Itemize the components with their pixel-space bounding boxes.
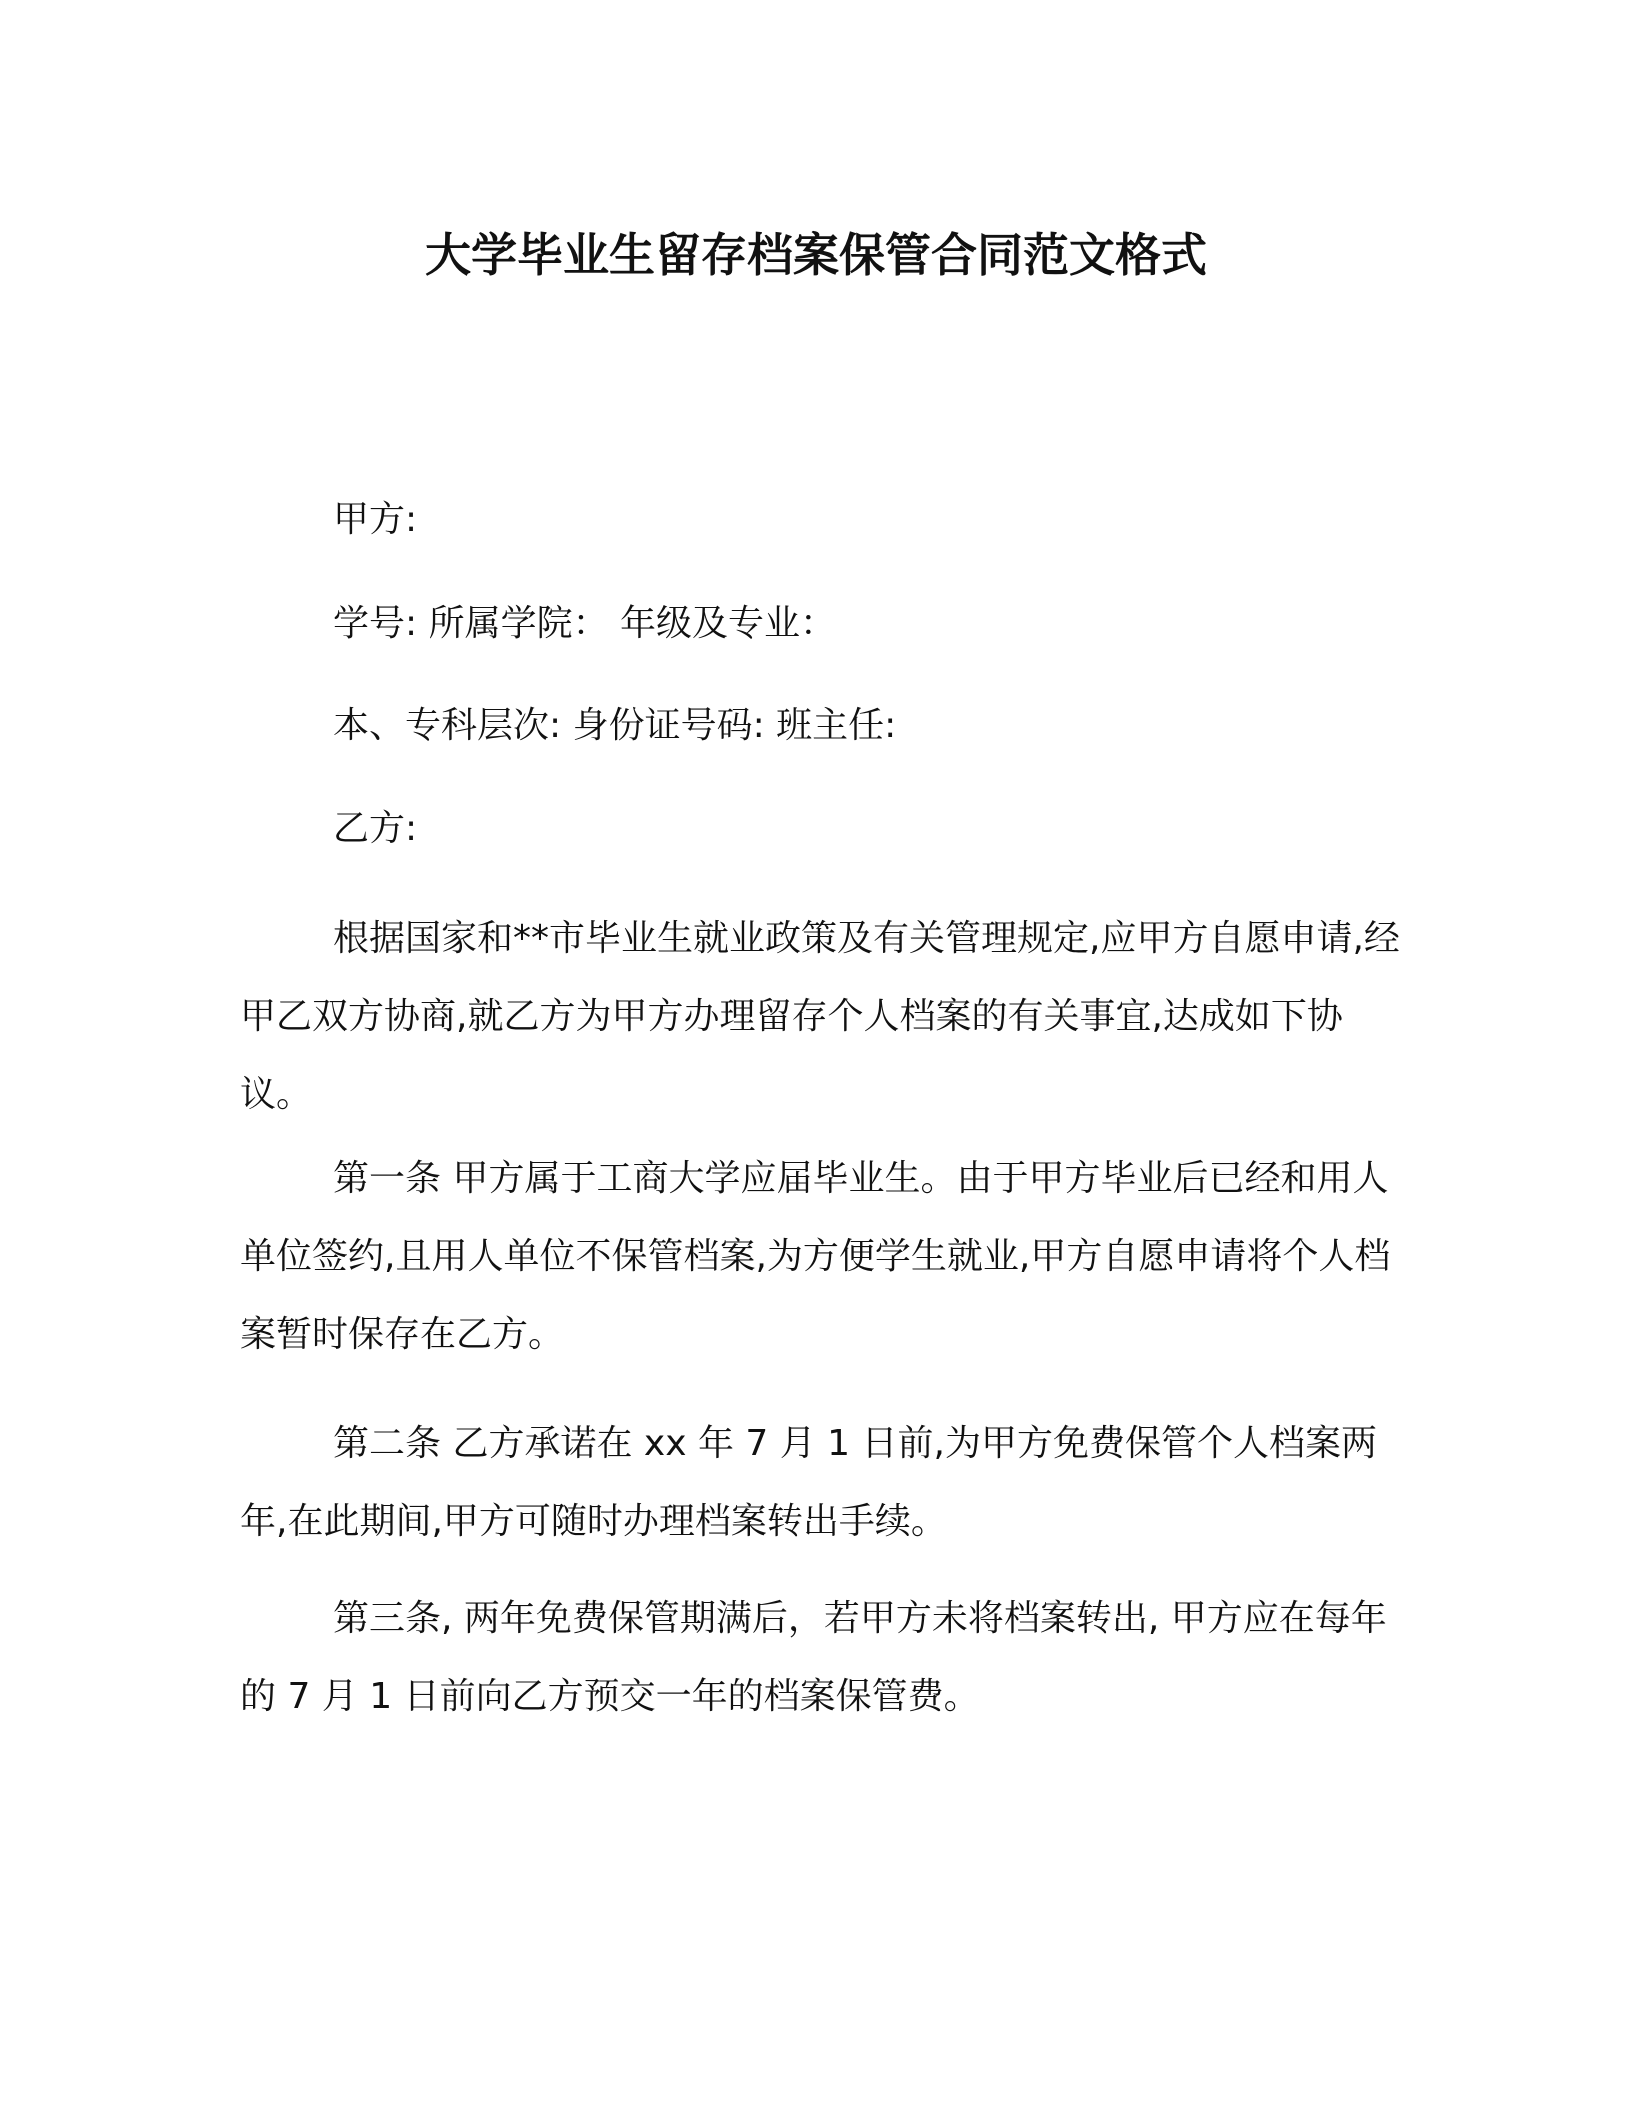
article-2-paragraph: 第二条 乙方承诺在 xx 年 7 月 1 日前,为甲方免费保管个人档案两年,在此期间,甲方可随时办理档案转出手续。 [240,1423,1377,1542]
article-1-paragraph: 第一条 甲方属于工商大学应届毕业生。由于甲方毕业后已经和用人单位签约,且用人单位不保管档案,为方便学生就业,甲方自愿申请将个人档案暂时保存在乙方。 [240,1158,1391,1355]
article-3-paragraph: 第三条, 两年免费保管期满后，若甲方未将档案转出, 甲方应在每年的 7 月 1 日前向乙方预交一年的档案保管费。 [240,1598,1387,1717]
student-info-field: 学号: 所属学院： 年级及专业： [333,603,837,644]
level-info-field: 本、专科层次: 身份证号码: 班主任: [333,705,897,746]
document-title: 大学毕业生留存档案保管合同范文格式 [425,228,1207,282]
party-a-field: 甲方: [333,499,418,540]
preamble-paragraph: 根据国家和**市毕业生就业政策及有关管理规定,应甲方自愿申请,经甲乙双方协商,就乙方为甲方办理留存个人档案的有关事宜,达成如下协议。 [240,918,1400,1115]
party-b-field: 乙方: [333,808,418,849]
